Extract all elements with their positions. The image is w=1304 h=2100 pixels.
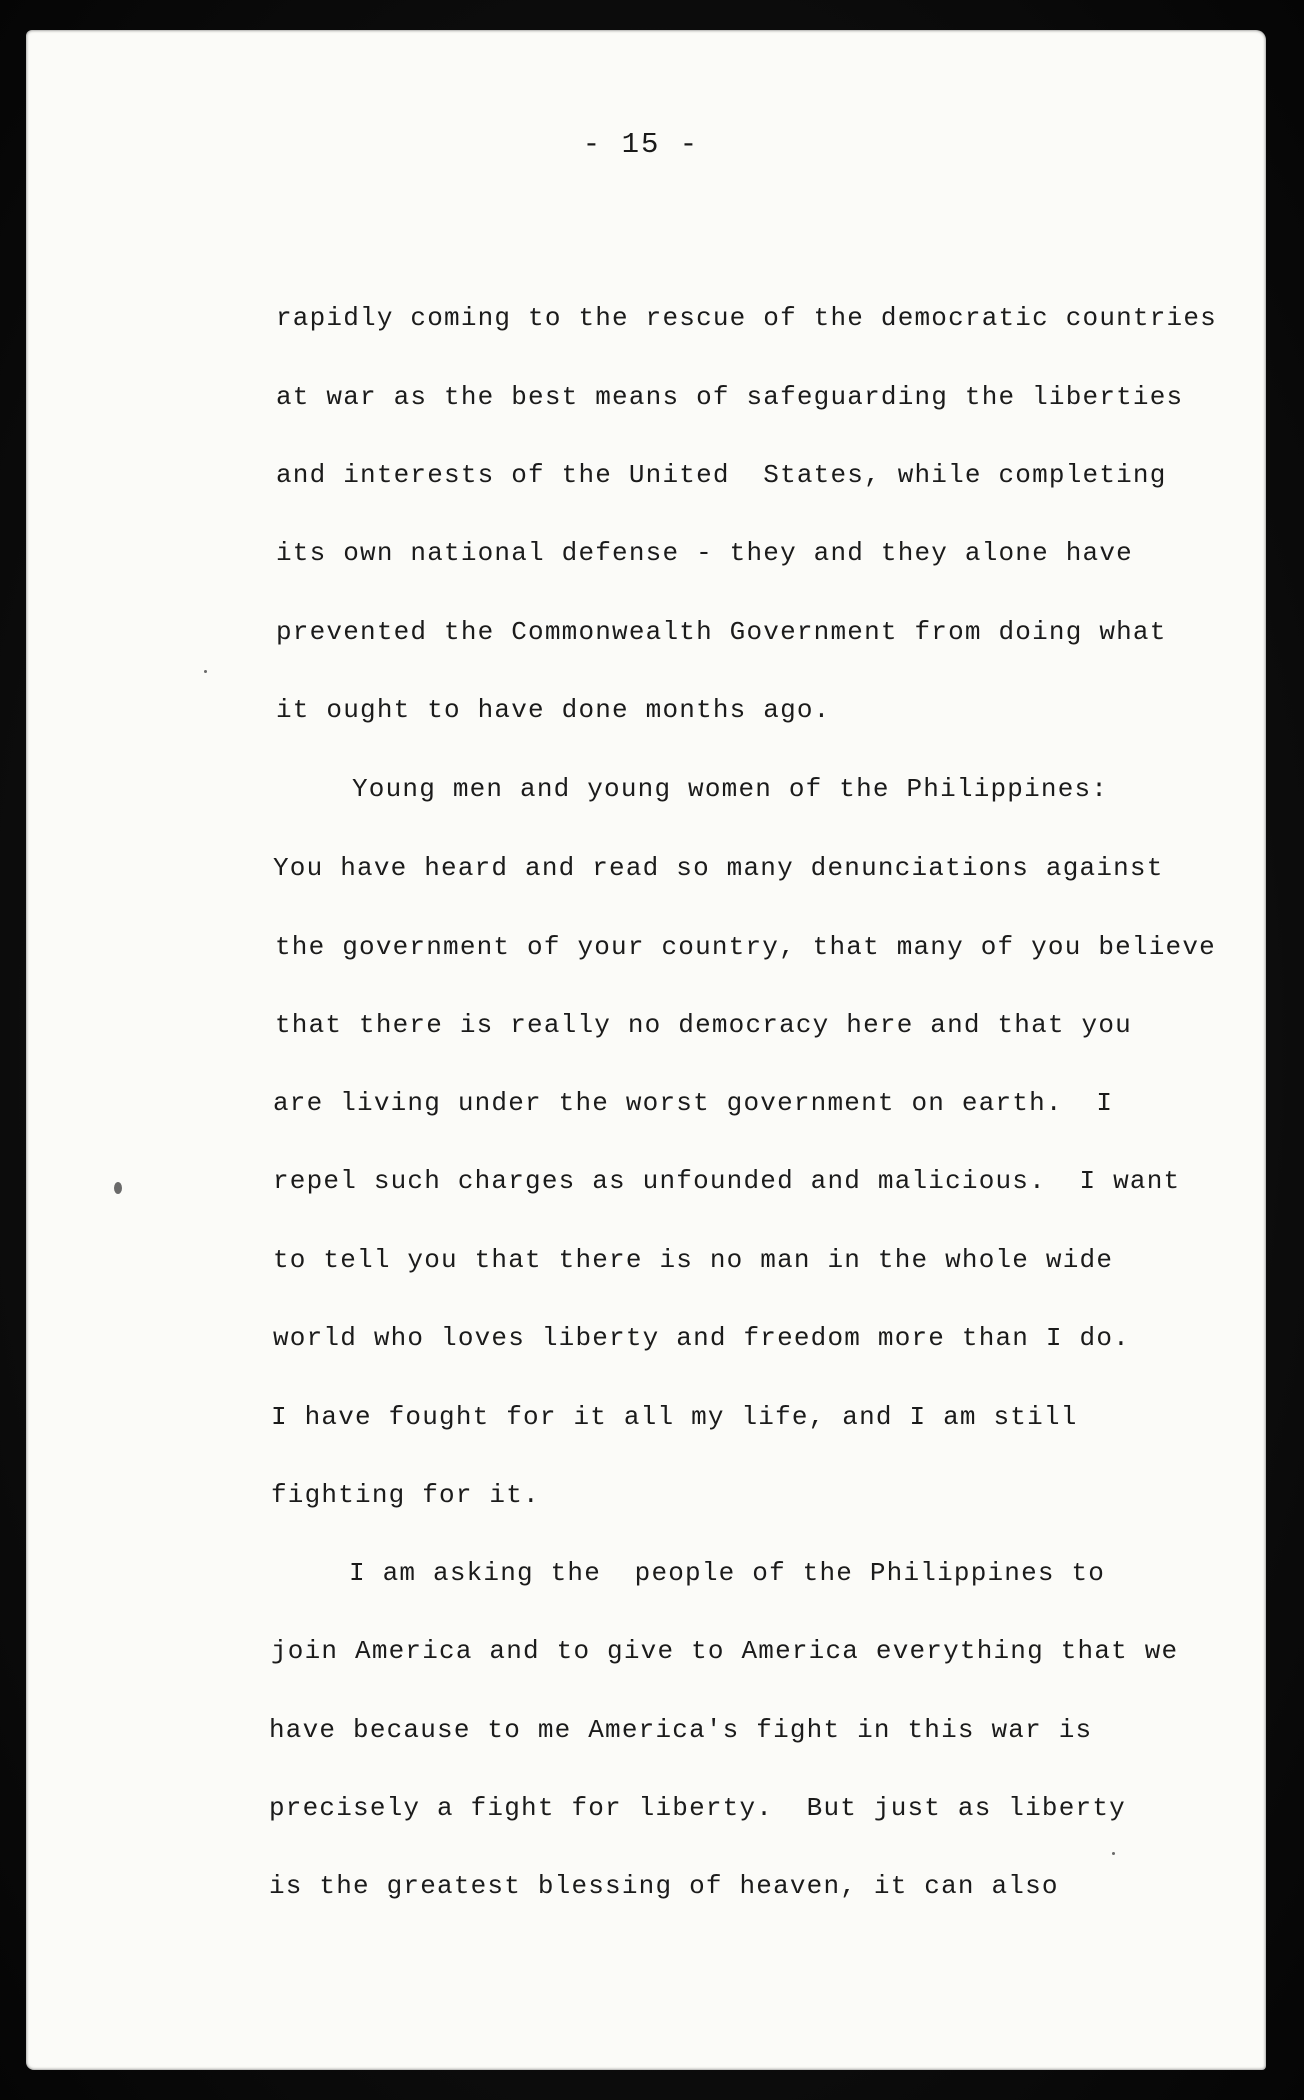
text-line: I am asking the people of the Philippines to	[349, 1558, 1106, 1588]
ink-speck	[204, 670, 207, 673]
text-line: fighting for it.	[271, 1480, 540, 1510]
typewritten-page	[26, 30, 1266, 2070]
text-line: and interests of the United States, while completing	[276, 460, 1167, 490]
ink-speck	[114, 1182, 122, 1194]
text-line: have because to me America's fight in this war is	[269, 1715, 1093, 1745]
text-line: that there is really no democracy here and that you	[275, 1010, 1132, 1040]
text-line: rapidly coming to the rescue of the democratic countries	[276, 303, 1217, 333]
text-line: prevented the Commonwealth Government from doing what	[276, 617, 1167, 647]
text-line: You have heard and read so many denunciations against	[273, 853, 1164, 883]
text-line: at war as the best means of safeguarding the liberties	[276, 382, 1184, 412]
text-line: the government of your country, that many of you believe	[275, 932, 1216, 962]
text-line: are living under the worst government on earth. I	[273, 1088, 1114, 1118]
text-line: to tell you that there is no man in the whole wide	[273, 1245, 1114, 1275]
page-number: - 15 -	[582, 128, 700, 161]
text-line: is the greatest blessing of heaven, it can also	[269, 1871, 1059, 1901]
text-line: it ought to have done months ago.	[276, 695, 831, 725]
text-line: I have fought for it all my life, and I am still	[271, 1402, 1078, 1432]
ink-speck	[1112, 1852, 1115, 1855]
text-line: precisely a fight for liberty. But just as liberty	[269, 1793, 1126, 1823]
text-line: Young men and young women of the Philippines:	[352, 774, 1109, 804]
text-line: world who loves liberty and freedom more than I do.	[273, 1323, 1130, 1353]
text-line: join America and to give to America everything that we	[271, 1636, 1179, 1666]
text-line: its own national defense - they and they alone have	[276, 538, 1133, 568]
text-line: repel such charges as unfounded and malicious. I want	[273, 1166, 1181, 1196]
